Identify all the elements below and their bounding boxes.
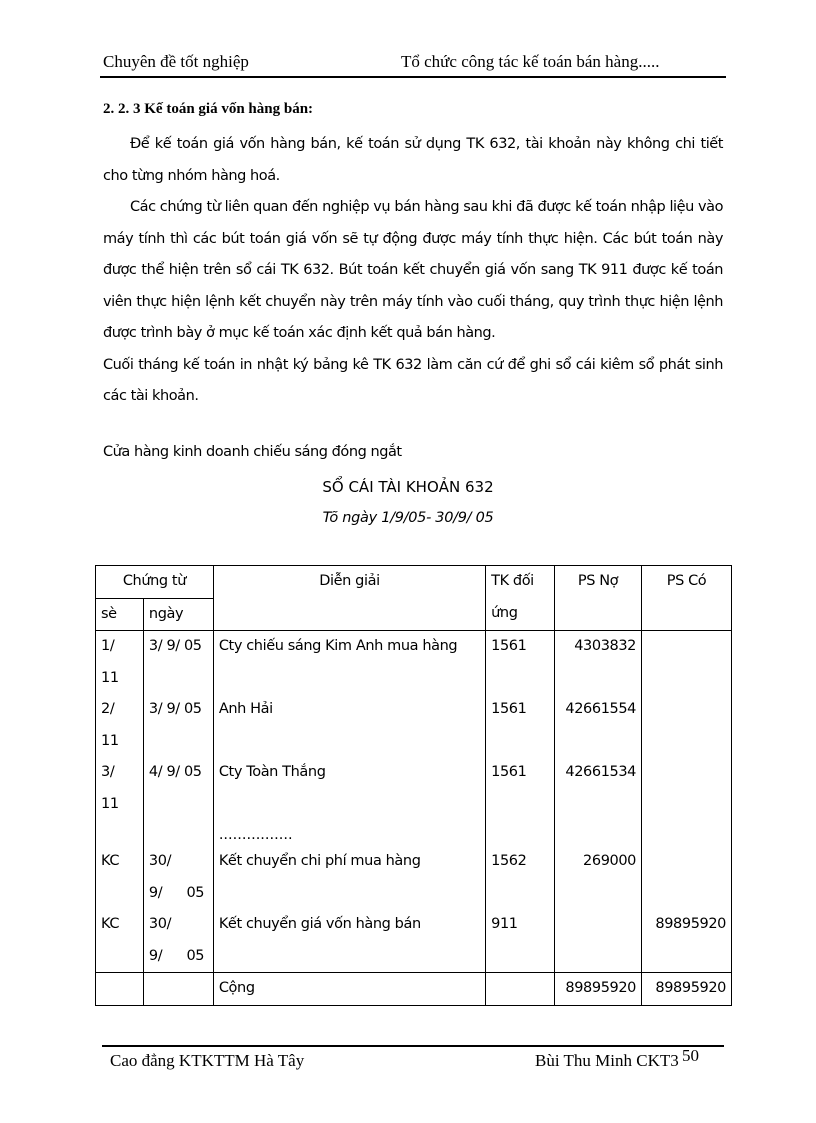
cell-credit	[642, 757, 732, 820]
col-account	[486, 566, 555, 631]
cell-debit: 42661554	[555, 694, 642, 757]
cell-account: 1561	[486, 694, 555, 757]
table-row	[96, 909, 732, 973]
col-date: ngày	[143, 598, 213, 631]
cell-date	[143, 973, 213, 1006]
cell-date	[143, 820, 213, 846]
col-number: sè	[96, 598, 144, 631]
cell-no: KC	[96, 909, 144, 973]
cell-debit: 42661534	[555, 757, 642, 820]
page-number: 50	[682, 1046, 699, 1065]
footer-rule	[102, 1045, 724, 1047]
cell-no: KC	[96, 846, 144, 909]
cell-desc: Kết chuyển chi phí mua hàng	[213, 846, 485, 909]
cell-desc: Kết chuyển giá vốn hàng bán	[213, 909, 485, 973]
header-row	[96, 566, 732, 599]
table-row	[96, 631, 732, 695]
paragraph-1: Để kế toán giá vốn hàng bán, kế toán sử dụng TK 632, tài khoản này không chi tiết cho từng nhóm hàng hoá.	[103, 136, 723, 184]
cell-no: 1/ 11	[96, 631, 144, 695]
cell-desc: Cty Toàn Thắng	[213, 757, 485, 820]
footer-left: Cao đẳng KTKTTM Hà Tây	[110, 1051, 305, 1070]
body-text	[103, 129, 723, 413]
cell-account	[486, 973, 555, 1006]
cell-account: 911	[486, 909, 555, 973]
cell-date: 3/ 9/ 05	[143, 631, 213, 695]
cell-debit	[555, 820, 642, 846]
store-name: Cửa hàng kinh doanh chiếu sáng đóng ngắt	[103, 444, 402, 460]
table-row	[96, 694, 732, 757]
cell-account	[486, 820, 555, 846]
cell-no	[96, 820, 144, 846]
cell-credit	[642, 820, 732, 846]
ledger-table	[95, 565, 732, 1006]
paragraph-2: Các chứng từ liên quan đến nghiệp vụ bán hàng sau khi đã được kế toán nhập liệu vào máy tính thì các bút toán giá vốn sẽ tự động được máy tính thực hiện. Các bút toán này được thể hiện trên sổ cái TK 632. Bút toán kết chuyển giá vốn sang TK 911 được kế toán viên thực hiện lệnh kết chuyển này trên máy tính vào cuối tháng, quy trình thực hiện lệnh được trình bày ở mục kế toán xác định kết quả bán hàng.	[103, 199, 723, 341]
total-debit: 89895920	[555, 973, 642, 1006]
table-row-ellipsis	[96, 820, 732, 846]
cell-date: 4/ 9/ 05	[143, 757, 213, 820]
ledger-period: Tõ ngày 1/9/05- 30/9/ 05	[322, 510, 494, 526]
cell-debit: 4303832	[555, 631, 642, 695]
cell-desc-ellipsis: ................	[213, 820, 485, 846]
cell-date: 3/ 9/ 05	[143, 694, 213, 757]
footer-right: Bùi Thu Minh CKT3	[535, 1051, 679, 1070]
col-debit: PS Nợ	[555, 566, 642, 631]
cell-date: 30/ 9/ 05	[143, 909, 213, 973]
cell-credit	[642, 846, 732, 909]
cell-account: 1561	[486, 631, 555, 695]
cell-no	[96, 973, 144, 1006]
cell-desc: Cty chiếu sáng Kim Anh mua hàng	[213, 631, 485, 695]
cell-desc: Anh Hải	[213, 694, 485, 757]
total-row	[96, 973, 732, 1006]
col-account-line2: ứng	[491, 604, 518, 621]
cell-debit: 269000	[555, 846, 642, 909]
header-right: Tổ chức công tác kế toán bán hàng.....	[401, 52, 660, 71]
section-title: 2. 2. 3 Kế toán giá vốn hàng bán:	[103, 101, 314, 117]
col-credit: PS Có	[642, 566, 732, 631]
cell-credit	[642, 631, 732, 695]
cell-debit	[555, 909, 642, 973]
header-rule	[100, 76, 726, 78]
cell-account: 1562	[486, 846, 555, 909]
cell-no: 2/ 11	[96, 694, 144, 757]
table-row	[96, 846, 732, 909]
col-account-line1: TK đối	[491, 573, 534, 589]
cell-account: 1561	[486, 757, 555, 820]
cell-credit	[642, 694, 732, 757]
cell-date: 30/ 9/ 05	[143, 846, 213, 909]
paragraph-3: Cuối tháng kế toán in nhật ký bảng kê TK 632 làm căn cứ để ghi sổ cái kiêm sổ phát sinh các tài khoản.	[103, 356, 723, 404]
header-left: Chuyên đề tốt nghiệp	[103, 52, 249, 71]
total-label: Cộng	[213, 973, 485, 1006]
ledger-title: SỔ CÁI TÀI KHOẢN 632	[322, 478, 494, 496]
table-row	[96, 757, 732, 820]
cell-no: 3/ 11	[96, 757, 144, 820]
cell-credit: 89895920	[642, 909, 732, 973]
total-credit: 89895920	[642, 973, 732, 1006]
col-voucher: Chứng từ	[96, 566, 214, 599]
col-description: Diễn giải	[213, 566, 485, 631]
